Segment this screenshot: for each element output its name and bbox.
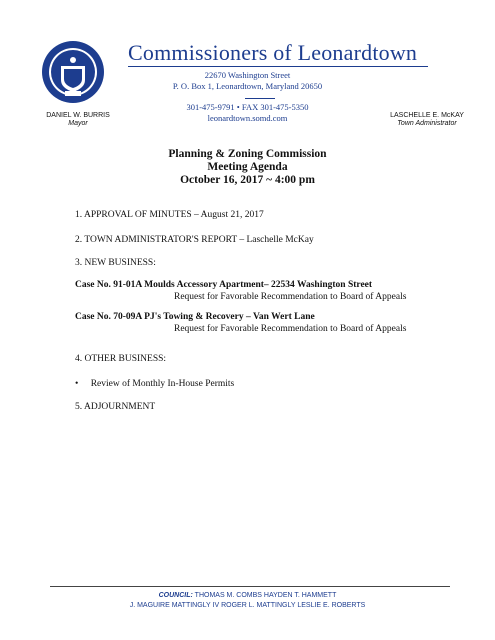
- agenda-item-other-business: 4. OTHER BUSINESS:: [75, 354, 167, 364]
- agenda-item-admin-report: 2. TOWN ADMINISTRATOR'S REPORT – Laschelle McKay: [75, 235, 314, 245]
- agenda-item-approval: 1. APPROVAL OF MINUTES – August 21, 2017: [75, 210, 264, 220]
- case-2-request: Request for Favorable Recommendation to Board of Appeals: [174, 324, 407, 334]
- council-label: COUNCIL:: [158, 592, 193, 599]
- meeting-date: October 16, 2017 ~ 4:00 pm: [180, 174, 315, 186]
- administrator-block: [372, 112, 482, 128]
- agenda-label: Meeting Agenda: [207, 161, 288, 173]
- council-members-2: J. MAGUIRE MATTINGLY IV ROGER L. MATTINGLY LESLIE E. ROBERTS: [129, 602, 366, 609]
- website-text: leonardtown.somd.com: [207, 113, 288, 123]
- agenda-item-adjournment: 5. ADJOURNMENT: [75, 402, 156, 412]
- council-line-1: [0, 591, 495, 600]
- letterhead-title: Commissioners of Leonardtown: [128, 40, 418, 65]
- mayor-block: [28, 112, 128, 128]
- agenda-item-new-business: 3. NEW BUSINESS:: [75, 258, 156, 268]
- phone-fax: 301-475-9791 • FAX 301-475-5350: [186, 102, 309, 112]
- title-underline: [128, 66, 428, 67]
- bullet-item: [75, 379, 234, 389]
- mayor-name: DANIEL W. BURRIS: [46, 112, 110, 119]
- bullet-text: Review of Monthly In-House Permits: [90, 379, 235, 389]
- case-2-title: Case No. 70-09A PJ's Towing & Recovery – Van Wert Lane: [75, 312, 315, 322]
- administrator-role: Town Administrator: [397, 120, 457, 127]
- address-divider: [245, 98, 275, 99]
- address-street: 22670 Washington Street: [204, 70, 291, 80]
- council-members-1: THOMAS M. COMBS HAYDEN T. HAMMETT: [194, 592, 337, 599]
- commission-name: Planning & Zoning Commission: [168, 148, 327, 160]
- case-1-title: Case No. 91-01A Moulds Accessory Apartment– 22534 Washington Street: [75, 280, 373, 290]
- footer-divider: [50, 586, 450, 587]
- address-po-box: P. O. Box 1, Leonardtown, Maryland 20650: [172, 81, 323, 91]
- administrator-name: LASCHELLE E. McKAY: [390, 112, 464, 119]
- bullet-icon: •: [75, 379, 79, 389]
- mayor-role: Mayor: [68, 120, 88, 127]
- case-1-request: Request for Favorable Recommendation to Board of Appeals: [174, 292, 407, 302]
